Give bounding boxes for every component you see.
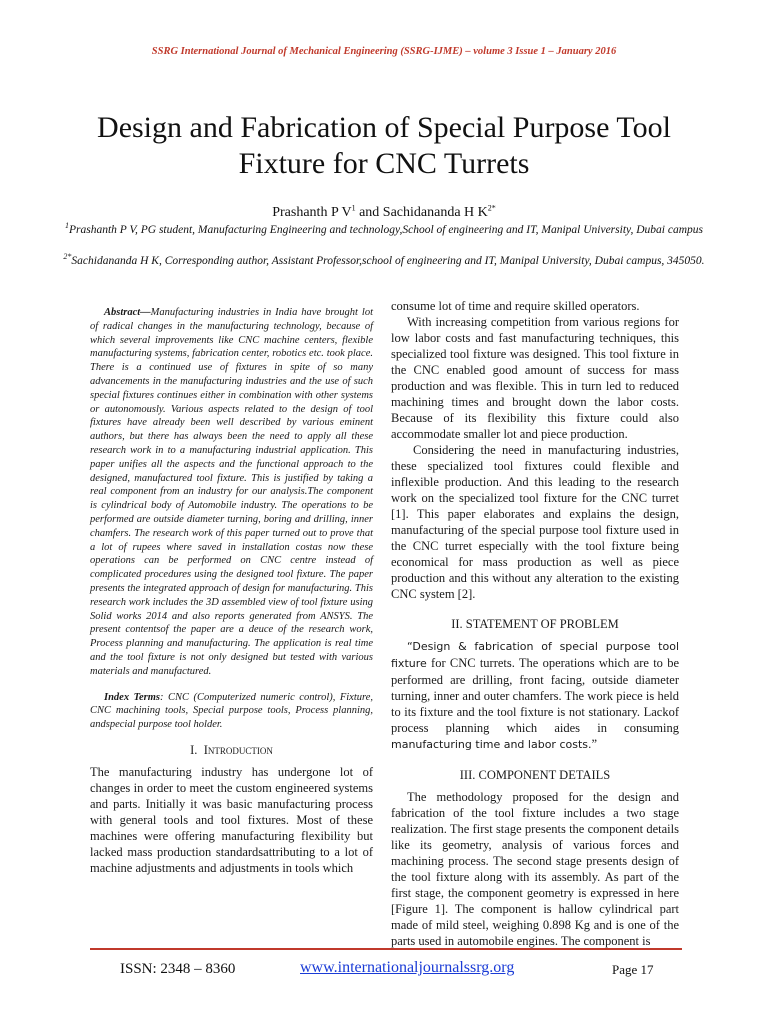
footer-issn: ISSN: 2348 – 8360 <box>120 961 236 977</box>
right-column <box>391 298 679 949</box>
affiliation-1-text: Prashanth P V, PG student, Manufacturing Engineering and technology,School of engineering and IT, Manipal University, Dubai campus <box>68 224 704 236</box>
section-2-tail: manufacturing time and labor costs. <box>391 738 592 751</box>
section-2-text <box>391 638 679 753</box>
author-2: and Sachidananda H K <box>355 205 488 220</box>
section-3-text: The methodology proposed for the design and fabrication of the tool fixture includes a two stage realization. The first stage presents the component details like its geometry, analysis of various forces and machining process. The second stage presents design of the tool fixture along with its assembly. As part of the first stage, the component geometry is expressed in here [Figure 1]. The component is hallow cylindrical part made of mild steel, weighing 0.898 Kg and is one of the parts used in automobile engines. The component is <box>391 790 679 948</box>
abstract-text: Manufacturing industries in India have brought lot of radical changes in the manufacturing technology, because of which several improvements like CNC machine centers, flexible manufacturing systems, fabrication center, robotics etc. took place. There is a continued use of fixtures in spite of so many advancements in the manufacturing industries and the use of such special fixtures continues either in combination with other systems or autonomously. Various aspects related to the design of tool fixtures have already been well described by various eminent authors, but there has always been the need to apply all these research work in to a manufacturing industrial application. This paper unifies all the aspects and the functional approach to the designed, manufactured tool fixture. This is justified by taking a real component from an industry for our analysis.The component is cylindrical body of Automobile industry. The operations to be performed are outside diameter turning, boring and drilling, inner chamfers. The research work of this paper turned out to prove that a lot of rupees where saved in installation costas now these operations can be performed on CNC centre instead of complicated procedures using the designed tool fixture. The paper presents the integrated approach of design for manufacturing. This research work includes the 3D assembled view of tool fixture using Solid works 2014 and also reports generated from ANSYS. The present contentsof the paper are a deuce of the research work, Process planning and manufacturing. The application is real time and the tool fixture is not only designed but tested with various materials and manufactured. <box>90 307 373 677</box>
section-1-text: The manufacturing industry has undergone lot of changes in order to meet the custom engineered systems and parts. Initially it was basic manufacturing process with general tools and tool fixtures. Most of these machines were offering manufacturing flexibility but lacked mass production standardsattributing to a lot of machine adjustments and adjustments in tools which <box>90 764 373 875</box>
affiliation-1 <box>60 222 708 239</box>
author-1-sup: 1 <box>351 203 356 213</box>
section-1-number: I. <box>190 742 198 757</box>
footer-page-number: Page 17 <box>612 962 654 977</box>
section-2-body: for CNC turrets. The operations which are to be performed are drilling, front facing, outside diameter turning, inner and outer chamfers. The work piece is held to its fixture and the tool fixture is not stationary. Lackof process planning which aides in consuming <box>391 656 679 735</box>
title-line-2: Fixture for CNC Turrets <box>238 147 530 180</box>
section-2-quote-close: ” <box>591 737 598 751</box>
section-1-heading <box>90 742 373 758</box>
authors-line <box>0 205 768 221</box>
section-1-title: Introduction <box>203 742 273 757</box>
affiliation-2 <box>60 253 708 270</box>
right-para-2: With increasing competition from various regions for low labor costs and fast manufacturing techniques, this specialized tool fixture was designed. This tool fixture in the CNC enabled good amount of success for mass production and was flexible. This in turn led to reduced machining times and brought down the labor costs. Because of its flexibility this fixture could also accommodate smaller lot and piece production. <box>391 315 679 441</box>
abstract <box>90 306 373 679</box>
right-para-1: consume lot of time and require skilled operators. <box>391 299 640 313</box>
footer-url-link[interactable]: www.internationaljournalssrg.org <box>300 959 515 976</box>
section-2-quote-start: “Design & fabrication of special purpose tool fixture <box>391 640 679 670</box>
right-para-3: Considering the need in manufacturing industries, these specialized tool fixtures could flexible and inflexible production. And this leading to the research work on the specialized tool fixture for the CNC turret [1]. This paper elaborates and explains the design, manufacturing of the special purpose tool fixture used in the CNC turret especially with the tool fixture being economical for mass production as well as piece production and this without any alteration to the existing CNC system [2]. <box>391 443 679 601</box>
index-terms-label: Index Terms <box>104 691 161 703</box>
affiliation-2-text: Sachidananda H K, Corresponding author, Assistant Professor,school of engineering and IT, Manipal University, Dubai campus, 345050. <box>71 255 705 267</box>
paper-title <box>40 110 728 182</box>
footer-rule <box>90 948 682 950</box>
author-2-sup: 2* <box>487 203 496 213</box>
section-3-heading: III. COMPONENT DETAILS <box>459 768 611 782</box>
author-1: Prashanth P V <box>272 205 352 220</box>
affiliation-1-sup: 1 <box>64 221 69 231</box>
index-terms-text: : CNC (Computerized numeric control), Fixture, CNC machining tools, Special purpose tools, Process planning, andspecial purpose tool holder. <box>90 691 373 731</box>
affiliation-2-sup: 2* <box>63 252 72 262</box>
index-terms <box>90 691 373 732</box>
journal-header: SSRG International Journal of Mechanical Engineering (SSRG-IJME) – volume 3 Issue 1 – January 2016 <box>151 46 617 57</box>
abstract-label: Abstract— <box>104 307 151 318</box>
left-column <box>90 306 373 876</box>
section-2-heading: II. STATEMENT OF PROBLEM <box>451 617 619 631</box>
title-line-1: Design and Fabrication of Special Purpose Tool <box>97 111 671 144</box>
